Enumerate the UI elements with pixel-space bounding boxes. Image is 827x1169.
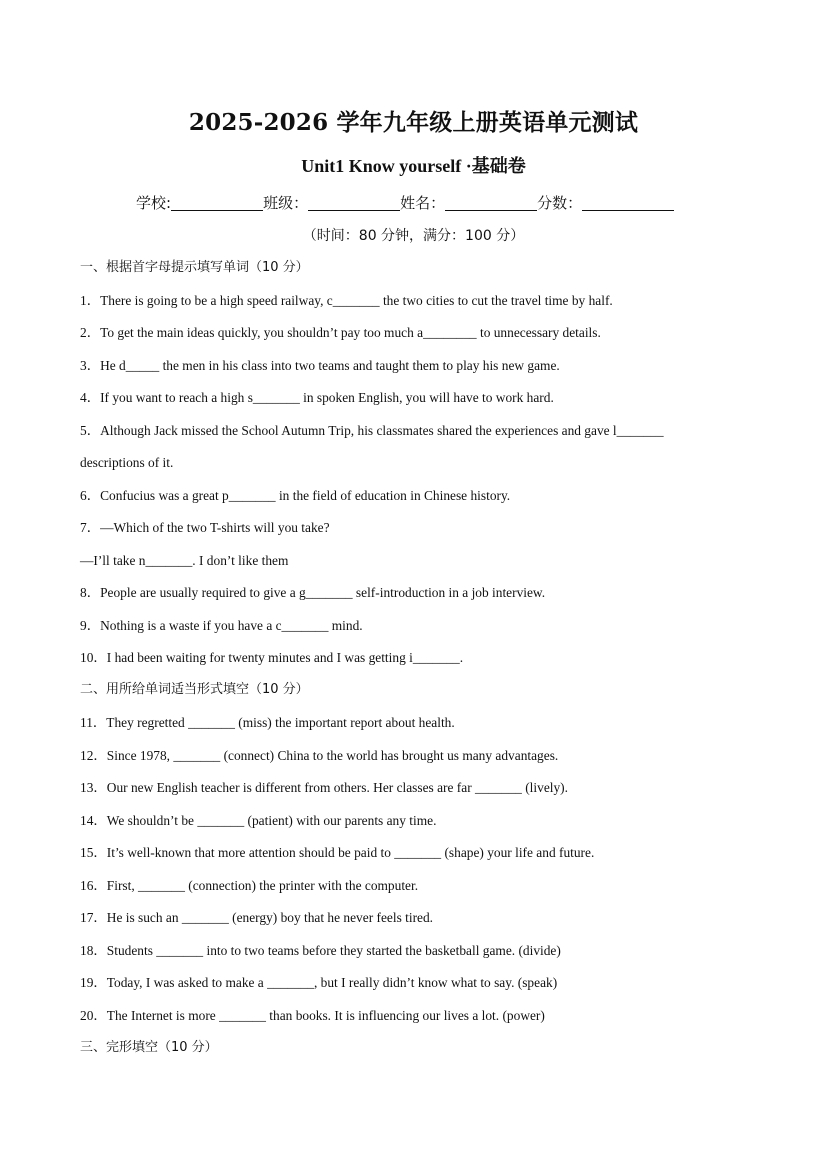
question-7: 7．—Which of the two T-shirts will you take? (80, 520, 330, 535)
class-label: 班级： (263, 194, 309, 212)
question-14: 14．We shouldn’t be _______ (patient) with our parents any time. (80, 813, 437, 828)
question-9: 9．Nothing is a waste if you have a c_______ mind. (80, 618, 363, 633)
score-label: 分数： (537, 194, 583, 212)
question-5-continued: descriptions of it. (80, 455, 174, 470)
question-18: 18．Students _______ into to two teams before they started the basketball game. (divide) (80, 943, 561, 958)
score-blank[interactable] (582, 194, 674, 211)
school-label: 学校: (136, 194, 172, 212)
section-3-heading: 三、完形填空（10 分） (80, 1040, 218, 1055)
student-info-row (136, 193, 736, 213)
question-8: 8．People are usually required to give a g_______ self-introduction in a job interview. (80, 585, 546, 600)
name-blank[interactable] (445, 194, 537, 211)
question-5: 5．Although Jack missed the School Autumn Trip, his classmates shared the experiences and gave l_______ (80, 423, 664, 438)
section-1-heading: 一、根据首字母提示填写单词（10 分） (80, 260, 309, 275)
question-16: 16．First, _______ (connection) the printer with the computer. (80, 878, 419, 893)
name-label: 姓名： (400, 194, 446, 212)
question-15: 15．It’s well-known that more attention should be paid to _______ (shape) your life and future. (80, 845, 595, 860)
question-4: 4．If you want to reach a high s_______ in spoken English, you will have to work hard. (80, 390, 554, 405)
page-title: 2025-2026 学年九年级上册英语单元测试 (188, 109, 639, 136)
question-13: 13．Our new English teacher is different from others. Her classes are far _______ (lively). (80, 780, 568, 795)
question-19: 19．Today, I was asked to make a _______, but I really didn’t know what to say. (speak) (80, 975, 558, 990)
page-subtitle: Unit1 Know yourself ·基础卷 (301, 156, 526, 176)
time-note: （时间：80 分钟，满分：100 分） (302, 228, 525, 244)
class-blank[interactable] (308, 194, 400, 211)
question-2: 2．To get the main ideas quickly, you shouldn’t pay too much a________ to unnecessary details. (80, 325, 601, 340)
school-blank[interactable] (171, 194, 263, 211)
section-2-heading: 二、用所给单词适当形式填空（10 分） (80, 682, 309, 697)
question-11: 11．They regretted _______ (miss) the important report about health. (80, 715, 455, 730)
question-3: 3．He d_____ the men in his class into two teams and taught them to play his new game. (80, 358, 560, 373)
question-7-answer-line: —I’ll take n_______. I don’t like them (80, 553, 289, 568)
question-12: 12．Since 1978, _______ (connect) China to the world has brought us many advantages. (80, 748, 559, 763)
question-6: 6．Confucius was a great p_______ in the field of education in Chinese history. (80, 488, 511, 503)
question-20: 20．The Internet is more _______ than books. It is influencing our lives a lot. (power) (80, 1008, 545, 1023)
question-10: 10．I had been waiting for twenty minutes and I was getting i_______. (80, 650, 464, 665)
question-1: 1．There is going to be a high speed railway, c_______ the two cities to cut the travel time by half. (80, 293, 613, 308)
question-17: 17．He is such an _______ (energy) boy that he never feels tired. (80, 910, 434, 925)
